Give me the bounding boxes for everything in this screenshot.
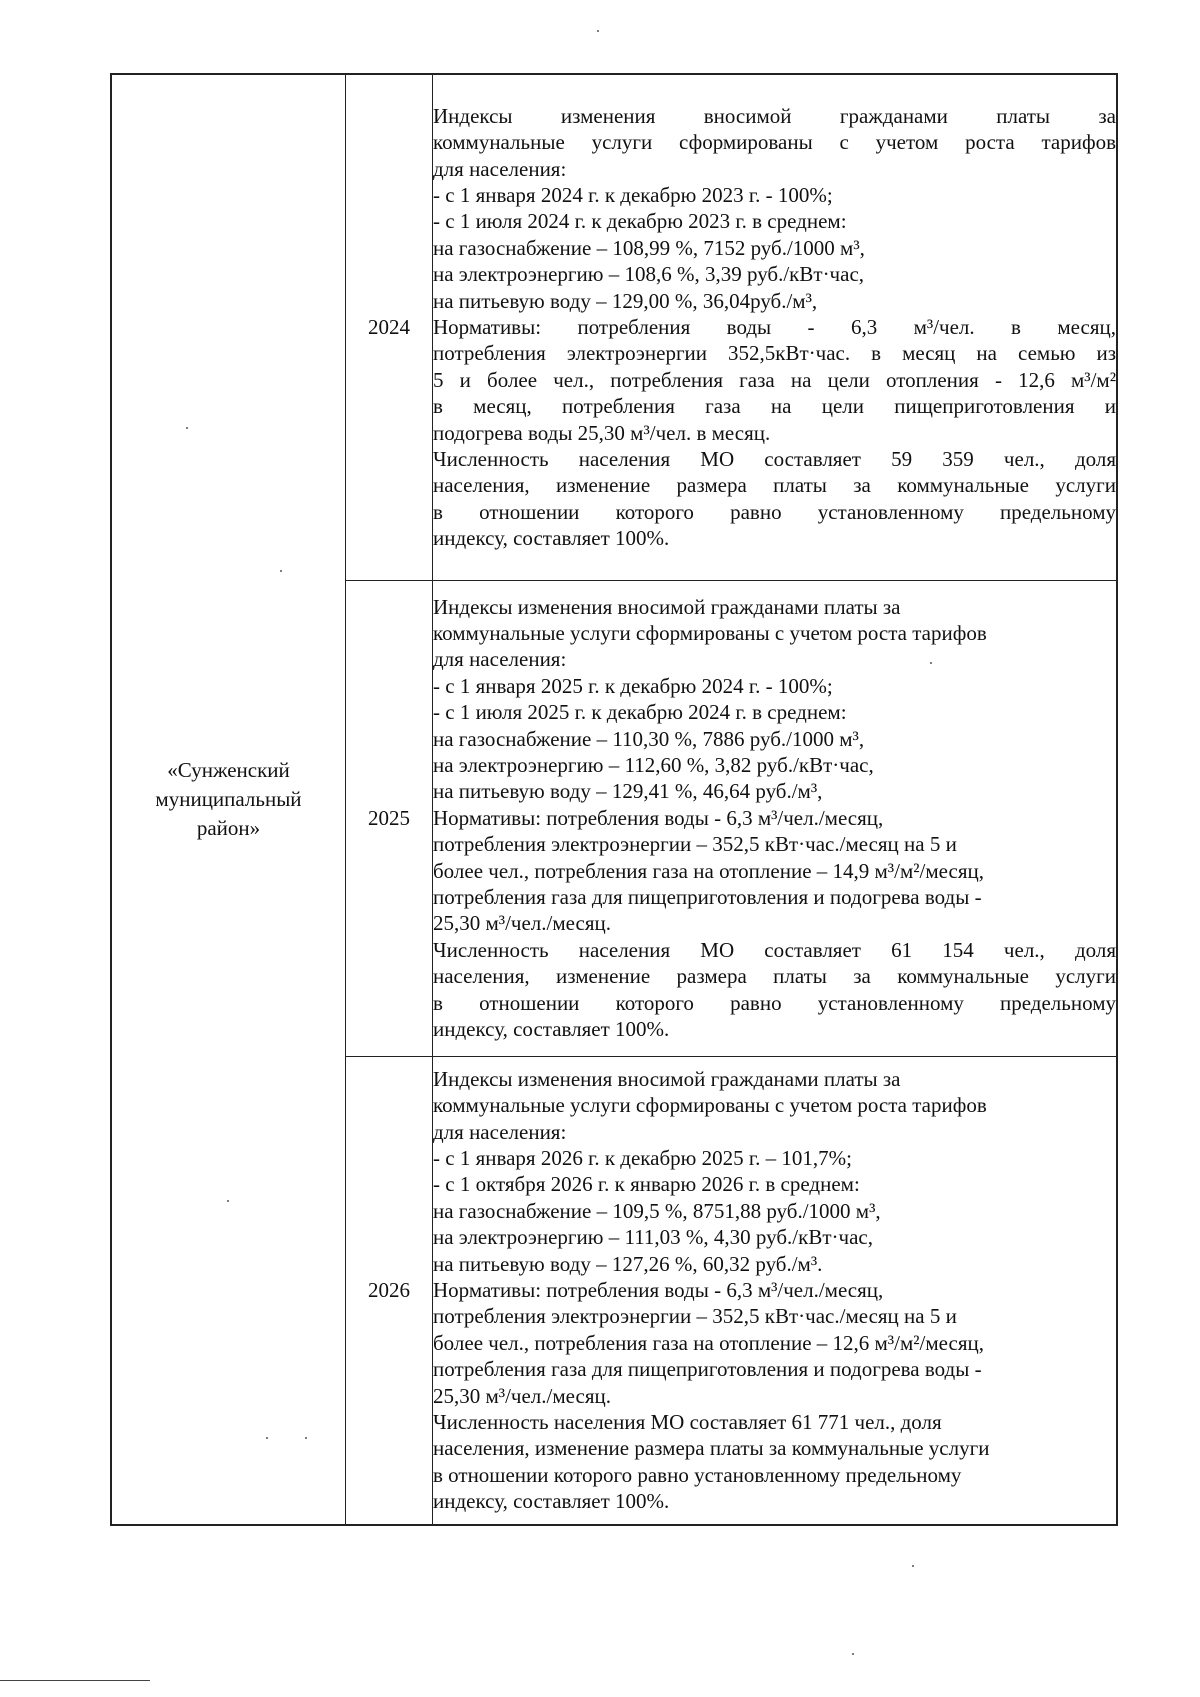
text-line: 25,30 м³/чел./месяц. [433,1383,611,1408]
text-line: - с 1 января 2024 г. к декабрю 2023 г. - 100%; [433,183,833,208]
scan-speck [266,1437,268,1439]
year-cell: 2026 [346,1056,433,1525]
text-line: - с 1 октября 2026 г. к январю 2026 г. в среднем: [433,1172,860,1197]
text-line: в отношении которого равно установленному предельному [433,1462,962,1487]
text-line: коммунальные услуги сформированы с учетом роста тарифов [433,1093,987,1118]
text-line: населения, изменение размера платы за коммунальные услуги [433,473,1116,498]
text-line: в отношении которого равно установленному предельному [433,990,1116,1015]
text-line: Нормативы: потребления воды - 6,3 м³/чел. в месяц, [433,315,1116,340]
scan-edge-line [0,1680,150,1681]
text-line: индексу, составляет 100%. [433,1489,670,1514]
text-line: Численность населения МО составляет 61 154 чел., доля [433,937,1116,962]
text-line: Индексы изменения вносимой гражданами платы за [433,1066,901,1091]
municipality-name-line: муниципальный [155,787,302,811]
text-line: для населения: [433,1119,567,1144]
text-line: в отношении которого равно установленному предельному [433,499,1116,524]
text-line: на газоснабжение – 108,99 %, 7152 руб./1000 м³, [433,235,865,260]
text-line: на питьевую воду – 127,26 %, 60,32 руб./м³. [433,1251,823,1276]
text-line: населения, изменение размера платы за коммунальные услуги [433,964,1116,989]
municipality-name-line: «Сунженский [167,758,290,782]
municipality-cell [111,74,346,1525]
municipality-name-line: район» [196,816,261,840]
text-line: 25,30 м³/чел./месяц. [433,911,611,936]
scan-speck [912,1565,914,1567]
text-line: Численность населения МО составляет 61 771 чел., доля [433,1410,942,1435]
text-line: более чел., потребления газа на отопление – 12,6 м³/м²/месяц, [433,1330,984,1355]
description-text [433,594,1116,1043]
text-line: более чел., потребления газа на отопление – 14,9 м³/м²/месяц, [433,858,984,883]
text-line: потребления газа для пищеприготовления и подогрева воды - [433,885,982,910]
text-line: Индексы изменения вносимой гражданами платы за [433,103,1116,128]
text-line: на электроэнергию – 112,60 %, 3,82 руб./кВт·час, [433,752,874,777]
text-line: 5 и более чел., потребления газа на цели отопления - 12,6 м³/м² [433,367,1116,392]
text-line: коммунальные услуги сформированы с учетом роста тарифов [433,620,987,645]
scan-speck [930,662,932,664]
text-line: на электроэнергию – 111,03 %, 4,30 руб./кВт·час, [433,1225,873,1250]
text-line: подогрева воды 25,30 м³/чел. в месяц. [433,420,771,445]
text-line: Индексы изменения вносимой гражданами платы за [433,594,901,619]
text-line: - с 1 июля 2025 г. к декабрю 2024 г. в среднем: [433,700,847,725]
text-line: для населения: [433,647,567,672]
text-line: на газоснабжение – 110,30 %, 7886 руб./1000 м³, [433,726,865,751]
description-cell [433,74,1118,580]
text-line: на газоснабжение – 109,5 %, 8751,88 руб./1000 м³, [433,1198,881,1223]
scan-speck [305,1437,307,1439]
text-line: - с 1 января 2025 г. к декабрю 2024 г. - 100%; [433,673,833,698]
text-line: индексу, составляет 100%. [433,1017,670,1042]
text-line: индексу, составляет 100%. [433,526,670,551]
text-line: на питьевую воду – 129,41 %, 46,64 руб./м³, [433,779,823,804]
text-line: Численность населения МО составляет 59 359 чел., доля [433,447,1116,472]
year-cell: 2024 [346,74,433,580]
text-line: на питьевую воду – 129,00 %, 36,04руб./м³, [433,288,818,313]
description-text [433,103,1116,552]
description-cell [433,1056,1118,1525]
tariff-index-table [110,73,1118,1526]
text-line: населения, изменение размера платы за коммунальные услуги [433,1436,990,1461]
description-cell [433,580,1118,1056]
text-line: потребления электроэнергии 352,5кВт·час. в месяц на семью из [433,341,1116,366]
scan-speck [852,1653,854,1655]
text-line: Нормативы: потребления воды - 6,3 м³/чел./месяц, [433,1278,884,1303]
text-line: для населения: [433,156,567,181]
text-line: - с 1 января 2026 г. к декабрю 2025 г. – 101,7%; [433,1146,852,1171]
text-line: на электроэнергию – 108,6 %, 3,39 руб./кВт·час, [433,262,865,287]
text-line: - с 1 июля 2024 г. к декабрю 2023 г. в среднем: [433,209,847,234]
scan-speck [597,30,599,32]
text-line: потребления электроэнергии – 352,5 кВт·час./месяц на 5 и [433,1304,957,1329]
scan-speck [227,1200,229,1202]
text-line: коммунальные услуги сформированы с учетом роста тарифов [433,130,1116,155]
year-cell: 2025 [346,580,433,1056]
description-text [433,1066,1116,1515]
scan-speck [280,570,282,572]
table-row [111,74,1117,580]
text-line: в месяц, потребления газа на цели пищеприготовления и [433,394,1116,419]
text-line: потребления газа для пищеприготовления и подогрева воды - [433,1357,982,1382]
text-line: Нормативы: потребления воды - 6,3 м³/чел./месяц, [433,805,884,830]
text-line: потребления электроэнергии – 352,5 кВт·час./месяц на 5 и [433,832,957,857]
scan-speck [186,427,188,429]
